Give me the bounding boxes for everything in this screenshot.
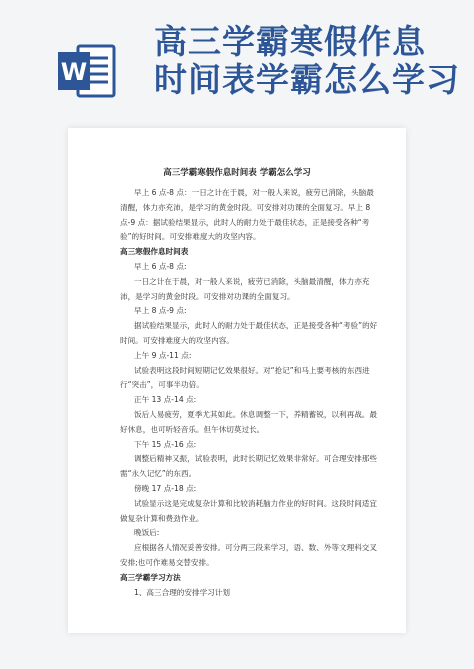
intro-paragraph: 早上 6 点-8 点：一日之计在于晨，对一般人来说，疲劳已消除，头脑最清醒，体力亦充沛，是学习的黄金时段。可安排对功课的全面复习。早上 8 点-9 点：据试验结果显示，此时人的耐力处于最佳状态，正是接受各种“考验”的好时间。可安排难度大的攻坚内容。: [120, 188, 374, 242]
schedule-time: 晚饭后:: [134, 528, 160, 538]
schedule-text: 据试验结果显示，此时人的耐力处于最佳状态，正是接受各种“考验”的好时间。可安排难度大的攻坚内容。: [120, 321, 378, 345]
svg-text:W: W: [60, 58, 88, 86]
schedule-text: 调整后精神又振，试验表明，此时长期记忆效果非常好。可合理安排那些需“永久记忆”的东西。: [120, 454, 377, 479]
schedule-time: 下午 15 点-16 点:: [134, 439, 197, 449]
schedule-text: 一日之计在于晨，对一般人来说，疲劳已消除，头脑最清醒，体力亦充沛，是学习的黄金时段。可安排对功课的全面复习。: [120, 276, 370, 301]
schedule-time: 早上 6 点-8 点:: [134, 261, 187, 271]
document-title: 高三学霸寒假作息时间表 学霸怎么学习: [163, 168, 311, 178]
header-banner: [0, 0, 474, 110]
schedule-time: 早上 8 点-9 点:: [134, 306, 187, 316]
document-body: [120, 186, 378, 600]
schedule-text: 应根据各人情况妥善安排。可分两三段来学习，语、数、外等文理科交叉安排;也可作难易交替安排。: [120, 543, 377, 567]
page-title-line-2: 时间表学霸怎么学习: [154, 60, 460, 99]
schedule-text: 试验表明这段时间短期记忆效果很好。对“抢记”和马上要考核的东西进行“突击”，可事半功倍。: [120, 365, 370, 390]
schedule-text: 饭后人易疲劳，夏季尤其如此。休息调整一下，养精蓄锐，以利再战。最好休息，也可听轻音乐。但午休切莫过长。: [120, 409, 377, 434]
word-document-icon: [56, 40, 118, 102]
page-title-line-1: 高三学霸寒假作息: [154, 22, 426, 61]
schedule-time: 傍晚 17 点-18 点:: [134, 483, 197, 493]
schedule-time: 上午 9 点-11 点:: [134, 350, 192, 360]
schedule-text: 试验显示这是完成复杂计算和比较消耗脑力作业的好时间。这段时间适宜做复杂计算和费劲作业。: [120, 498, 377, 523]
section-heading-schedule: 高三寒假作息时间表: [120, 247, 189, 257]
schedule-time: 正午 13 点-14 点:: [134, 395, 197, 405]
method-item: 1、高三合理的安排学习计划: [134, 587, 230, 597]
section-heading-methods: 高三学霸学习方法: [120, 572, 181, 582]
document-page: [68, 128, 406, 633]
